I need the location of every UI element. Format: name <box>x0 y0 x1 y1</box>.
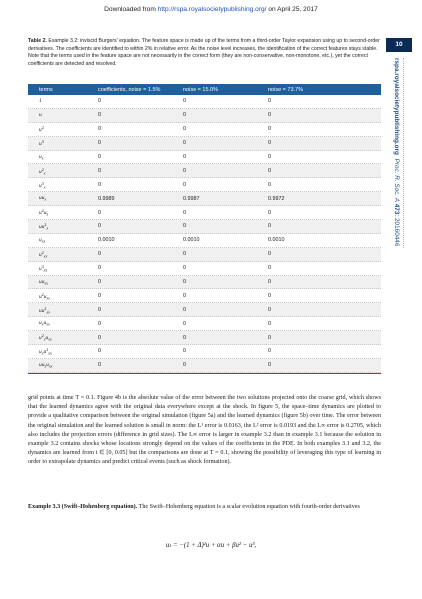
term-cell <box>28 264 97 273</box>
value-cell: 0 <box>183 334 186 341</box>
term-cell <box>28 195 97 202</box>
table-row <box>28 331 381 345</box>
value-cell: 0 <box>183 292 186 299</box>
term-part: x <box>43 336 46 342</box>
value-cell: 0 <box>268 334 271 341</box>
example-heading: Example 3.3 (Swift–Hohenberg equation). <box>28 504 138 510</box>
value-cell: 0 <box>98 292 101 299</box>
term-part: 2 <box>44 305 47 311</box>
value-cell: 0.9989 <box>98 195 115 202</box>
table-row <box>28 289 381 303</box>
term-part: 3 <box>41 139 44 145</box>
value-cell: 0 <box>98 306 101 313</box>
term-cell <box>28 208 97 217</box>
term-part: 2 <box>41 249 44 255</box>
value-cell: 0 <box>268 265 271 272</box>
term-cell <box>28 279 97 286</box>
term-part: x <box>44 196 47 202</box>
term-part: xx <box>48 336 52 342</box>
value-cell: 0 <box>268 126 271 133</box>
value-cell: 0 <box>268 292 271 299</box>
value-cell: 0 <box>98 167 101 174</box>
value-cell: 0 <box>98 126 101 133</box>
value-cell: 0 <box>183 320 186 327</box>
term-part: u <box>46 362 49 369</box>
term-part: 2 <box>44 222 47 228</box>
term-part: u <box>39 349 42 356</box>
value-cell: 0 <box>98 265 101 272</box>
term-part: xx <box>48 363 53 369</box>
term-part: x <box>46 225 49 231</box>
term-part: x <box>46 211 49 217</box>
term-cell <box>28 181 97 190</box>
table-row <box>28 151 381 165</box>
term-part: 2 <box>46 347 49 353</box>
caption-text: Example 3.2: inviscid Burgers' equation. The feature space is made up of the terms from a third-order Taylor expansion using up to second-order derivatives. The coefficients are identified to within 2% in relative error. As the noise level increases, the identification of the correct features stays stable. Note that the terms used in the feature space are not necessarily in the correct form (they are non-conservative, non-monotone, etc.), yet the correct coefficients are detected and resolved. <box>28 38 380 68</box>
journal-sidebar <box>393 58 407 248</box>
term-part: xx <box>44 280 48 286</box>
value-cell: 0 <box>268 112 271 119</box>
term-part: x <box>44 363 47 369</box>
term-part: x <box>43 184 46 190</box>
value-cell: 0 <box>268 209 271 216</box>
term-part: 2 <box>41 125 44 131</box>
table-row <box>28 276 381 290</box>
value-cell: 0 <box>183 126 186 133</box>
sidebar-journal: Proc. R. Soc. A <box>393 158 400 202</box>
value-cell: 0 <box>268 154 271 160</box>
sidebar-site[interactable]: rspa.royalsocietypublishing.org <box>393 58 400 155</box>
term-part: uu <box>39 278 45 285</box>
value-cell: 0 <box>98 112 101 119</box>
term-cell <box>28 167 97 176</box>
value-cell: 0 <box>98 334 101 341</box>
term-part: x <box>41 350 44 356</box>
paragraph-text: grid points at time T = 0.1. Figure 4b is the absolute value of the error between the two solutions projected onto the coarse grid, which shows that the learned dynamics agree with the original data everywhere except at the shock. In figure 5, the space–time dynamics are plotted to provide a qualitative comparison between the original simulation (figure 5a) and the learned dynamics (figure 5b) over time. The error between the original simulation and the learned solution is small in norm: the L¹ error is 0.0163, the L² error is 0.0193 and the L∞ error is 0.2705, which also includes the projection errors (difference in grid sizes). The L∞ error is larger in example 3.2 than in example 3.1 because the solution in example 3.2 contains shocks whose locations strongly depend on the values of the coefficients in the PDE. In both examples 3.1 and 3.2, the dynamics are learned from t ∈ [0, 0.05] but the comparisons are done at T = 0.1, showing the possibility of leveraging this type of learning in order to extrapolate dynamics and predict critical events (such as shock formation). <box>28 395 381 466</box>
table-row <box>28 303 381 317</box>
table-row <box>28 95 381 109</box>
term-part: x <box>43 170 46 176</box>
table-row <box>28 234 381 248</box>
term-part: xx <box>46 309 50 315</box>
value-cell: 0 <box>268 348 271 355</box>
value-cell: 0 <box>183 140 186 147</box>
term-part: u <box>39 168 42 175</box>
value-cell: 0 <box>268 306 271 313</box>
value-cell: 0.9987 <box>183 195 200 202</box>
table-row <box>28 178 381 192</box>
header-noise-3: noise = 73.7% <box>268 86 304 93</box>
term-part: xx <box>43 267 48 273</box>
table-row <box>28 359 381 373</box>
term-part: 3 <box>41 180 44 186</box>
value-cell: 0 <box>183 112 186 119</box>
term-part: u <box>39 251 42 258</box>
example-text: The Swift–Hohenberg equation is a scalar evolution equation with fourth-order derivatives <box>137 504 360 510</box>
value-cell: 0 <box>183 154 186 160</box>
value-cell: 0 <box>183 98 186 105</box>
download-notice: Downloaded from http://rspa.royalsocietypublishing.org/ on April 25, 2017 <box>104 6 318 13</box>
term-cell <box>28 154 97 161</box>
term-part: u <box>39 210 42 217</box>
table-header <box>28 84 381 95</box>
term-part: u <box>39 182 42 189</box>
table-row <box>28 137 381 151</box>
value-cell: 0.9972 <box>268 195 285 202</box>
download-link[interactable]: http://rspa.royalsocietypublishing.org/ <box>157 6 267 13</box>
table-caption <box>28 38 380 69</box>
body-paragraph <box>28 394 381 468</box>
value-cell: 0 <box>268 140 271 147</box>
table-row <box>28 248 381 262</box>
term-part: uu <box>39 307 45 314</box>
table-bottom-rule <box>28 373 381 374</box>
term-part: u <box>39 293 42 300</box>
term-cell <box>28 292 97 301</box>
value-cell: 0 <box>183 167 186 174</box>
term-cell <box>28 320 97 327</box>
value-cell: 0 <box>183 223 186 230</box>
term-part: 2 <box>41 208 44 214</box>
table-row <box>28 164 381 178</box>
term-part: xx <box>46 321 50 327</box>
value-cell: 0 <box>98 154 101 160</box>
header-noise-2: noise = 15.0% <box>183 86 219 93</box>
term-part: xx <box>46 295 50 301</box>
value-cell: 0.0010 <box>98 237 115 244</box>
swift-hohenberg-equation: uₜ = −(1 + Δ)²u + αu + βu² − u³, <box>165 542 257 549</box>
value-cell: 0 <box>98 140 101 147</box>
table-row <box>28 220 381 234</box>
term-part: xx <box>41 238 46 244</box>
table-row <box>28 345 381 359</box>
table-row <box>28 317 381 331</box>
term-part: xx <box>48 350 52 356</box>
coefficients-table <box>28 84 381 374</box>
table-label: Table 2. <box>28 38 47 44</box>
term-part: uu <box>39 224 45 231</box>
term-part: 3 <box>41 263 44 269</box>
value-cell: 0 <box>268 362 271 369</box>
value-cell: 0 <box>183 362 186 369</box>
term-part: u <box>39 153 42 160</box>
value-cell: 0 <box>268 223 271 230</box>
term-part: u <box>45 335 49 342</box>
value-cell: 0 <box>183 348 186 355</box>
value-cell: 0 <box>98 98 101 105</box>
term-cell <box>28 306 97 315</box>
term-part: u <box>39 265 42 272</box>
term-part: u <box>39 335 42 342</box>
term-cell <box>28 112 97 118</box>
term-cell <box>28 222 97 231</box>
term-part: uu <box>39 195 45 202</box>
value-cell: 0 <box>98 181 101 188</box>
value-cell: 0 <box>268 98 271 105</box>
value-cell: 0 <box>268 181 271 188</box>
term-part: u <box>39 112 42 119</box>
table-row <box>28 123 381 137</box>
value-cell: 0 <box>183 251 186 258</box>
term-cell <box>28 139 97 147</box>
table-row <box>28 206 381 220</box>
sidebar-volume: 473 <box>393 203 400 215</box>
term-part: x <box>41 155 44 161</box>
term-part: u <box>39 320 42 327</box>
value-cell: 0 <box>268 279 271 286</box>
value-cell: 0 <box>98 362 101 369</box>
value-cell: 0 <box>268 167 271 174</box>
value-cell: 0 <box>268 251 271 258</box>
value-cell: 0.0010 <box>183 237 200 244</box>
example-3-3 <box>28 503 381 512</box>
value-cell: 0 <box>98 320 101 327</box>
value-cell: 0 <box>183 279 186 286</box>
table-row <box>28 192 381 206</box>
term-part: 1 <box>39 98 42 105</box>
header-terms: terms <box>39 86 53 93</box>
term-part: u <box>39 127 42 134</box>
value-cell: 0 <box>268 320 271 327</box>
value-cell: 0 <box>183 265 186 272</box>
term-part: u <box>43 320 47 327</box>
term-part: 2 <box>41 291 44 297</box>
value-cell: 0 <box>183 209 186 216</box>
term-part: uu <box>39 362 45 369</box>
term-part: x <box>41 321 44 327</box>
value-cell: 0 <box>98 223 101 230</box>
term-part: u <box>43 349 47 356</box>
term-cell <box>28 362 97 369</box>
sidebar-divider <box>403 58 404 248</box>
term-cell <box>28 347 97 356</box>
value-cell: 0 <box>183 306 186 313</box>
term-cell <box>28 237 97 244</box>
header-noise-1: coefficients, noise = 1.5% <box>98 86 161 93</box>
page-number: 10 <box>386 38 412 52</box>
value-cell: 0.0010 <box>268 237 285 244</box>
table-body <box>28 95 381 373</box>
term-part: u <box>39 141 42 148</box>
term-part: 2 <box>41 166 44 172</box>
term-part: u <box>43 210 47 217</box>
value-cell: 0 <box>98 251 101 258</box>
value-cell: 0 <box>98 209 101 216</box>
sidebar-article: : 20160446 <box>393 214 400 247</box>
term-cell <box>28 333 97 342</box>
value-cell: 0 <box>98 348 101 355</box>
term-cell <box>28 125 97 133</box>
term-cell <box>28 250 97 259</box>
value-cell: 0 <box>183 181 186 188</box>
term-part: u <box>43 293 47 300</box>
table-row <box>28 109 381 123</box>
value-cell: 0 <box>98 279 101 286</box>
term-part: 2 <box>41 333 44 339</box>
term-part: u <box>39 237 42 244</box>
term-part: xx <box>43 253 48 259</box>
table-row <box>28 262 381 276</box>
term-cell <box>28 98 97 104</box>
